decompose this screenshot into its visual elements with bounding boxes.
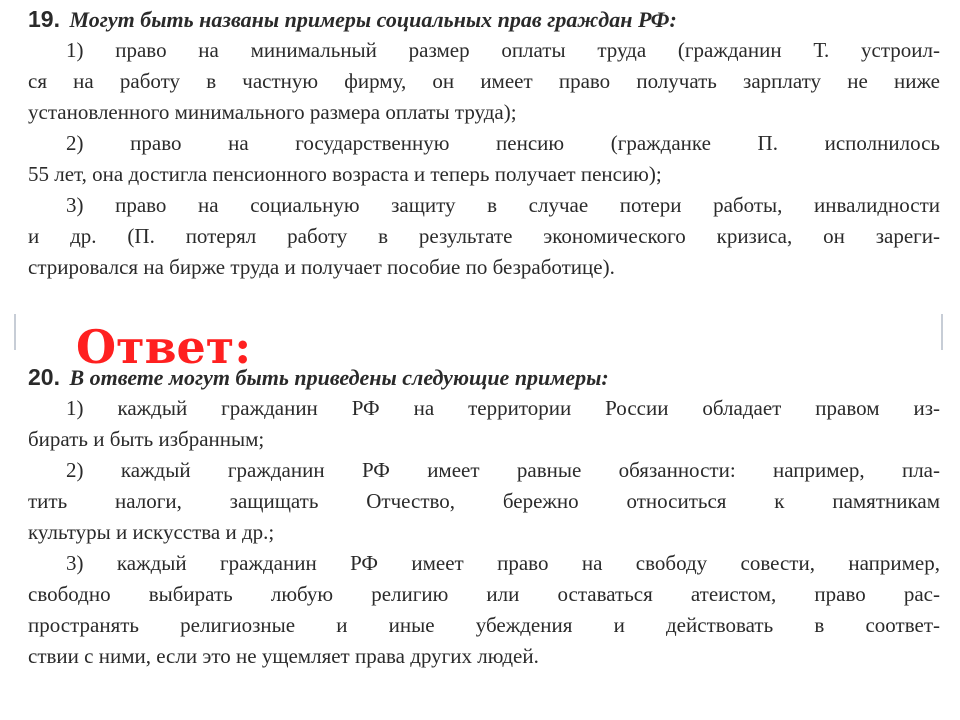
question-19-number: 19. [28, 6, 60, 32]
text-line: 55 лет, она достигла пенсионного возраста и теперь получает пенсию); [28, 162, 662, 186]
q20-item-1 [28, 393, 940, 455]
question-19-heading [28, 4, 940, 35]
answer-label: Ответ: [76, 320, 252, 374]
q19-item-2 [28, 128, 940, 190]
text-line: 1) право на минимальный размер оплаты труда (гражданин Т. устроил- [66, 38, 940, 62]
question-20-block [28, 362, 940, 672]
question-20-number: 20. [28, 364, 60, 390]
q20-item-2 [28, 455, 940, 548]
text-line: и др. (П. потерял работу в результате экономического кризиса, он зареги- [28, 224, 940, 248]
text-line: пространять религиозные и иные убеждения и действовать в соответ- [28, 613, 940, 637]
text-line: свободно выбирать любую религию или оставаться атеистом, право рас- [28, 582, 940, 606]
question-19-title: Могут быть названы примеры социальных прав граждан РФ: [69, 7, 677, 32]
text-line: ствии с ними, если это не ущемляет права других людей. [28, 644, 539, 668]
text-line: культуры и искусства и др.; [28, 520, 275, 544]
text-line: 3) право на социальную защиту в случае потери работы, инвалидности [66, 193, 940, 217]
text-line: 2) право на государственную пенсию (гражданке П. исполнилось [66, 131, 940, 155]
text-line: стрировался на бирже труда и получает пособие по безработице). [28, 255, 615, 279]
q19-item-3 [28, 190, 940, 283]
text-line: установленного минимального размера оплаты труда); [28, 100, 517, 124]
q20-item-3 [28, 548, 940, 672]
text-line: бирать и быть избранным; [28, 427, 265, 451]
text-line: тить налоги, защищать Отчество, бережно относиться к памятникам [28, 489, 940, 513]
text-line: 1) каждый гражданин РФ на территории России обладает правом из- [66, 396, 940, 420]
q19-item-1 [28, 35, 940, 128]
question-20-title: В ответе могут быть приведены следующие примеры: [69, 365, 609, 390]
text-line: ся на работу в частную фирму, он имеет право получать зарплату не ниже [28, 69, 940, 93]
text-line: 2) каждый гражданин РФ имеет равные обязанности: например, пла- [66, 458, 940, 482]
question-20-heading [28, 362, 940, 393]
section-divider-left [14, 314, 16, 350]
question-19-block [28, 4, 940, 283]
section-divider-right [941, 314, 943, 350]
text-line: 3) каждый гражданин РФ имеет право на свободу совести, например, [66, 551, 940, 575]
